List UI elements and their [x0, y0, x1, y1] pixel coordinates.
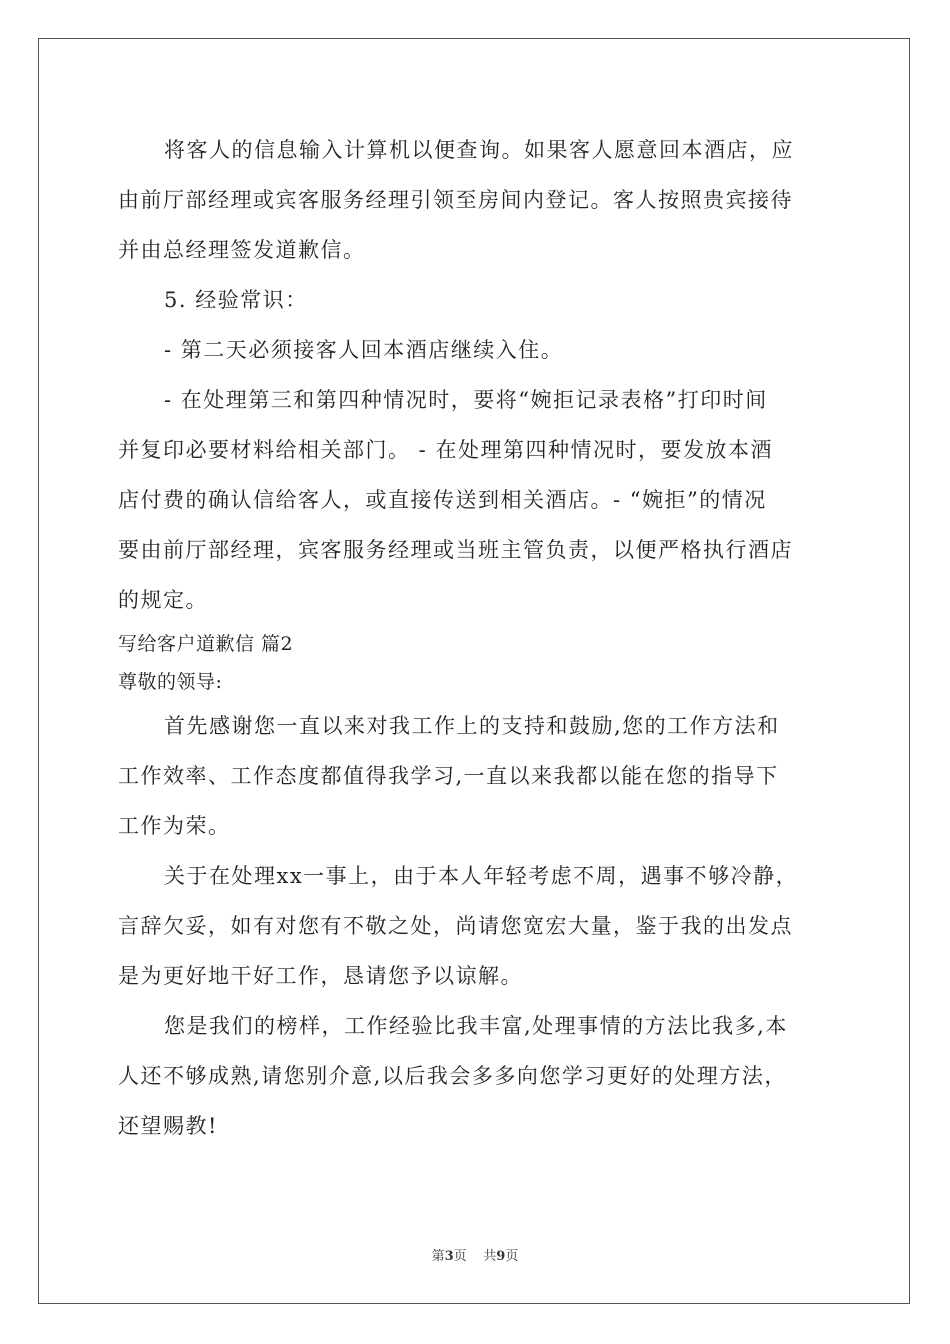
- paragraph-line: 的规定。: [118, 588, 208, 612]
- paragraph-line: 言辞欠妥，如有对您有不敬之处，尚请您宽宏大量，鉴于我的出发点: [118, 914, 793, 938]
- document-content: [118, 125, 838, 1151]
- total-prefix: 共: [483, 1249, 497, 1264]
- paragraph-line: 首先感谢您一直以来对我工作上的支持和鼓励,您的工作方法和: [164, 714, 780, 738]
- total-page-number: 9: [496, 1249, 506, 1264]
- list-item: - 在处理第三和第四种情况时，要将“婉拒记录表格”打印时间: [164, 388, 768, 412]
- paragraph-line: 工作效率、工作态度都值得我学习,一直以来我都以能在您的指导下: [118, 764, 779, 788]
- paragraph-line: 将客人的信息输入计算机以便查询。如果客人愿意回本酒店，应: [164, 138, 794, 162]
- paragraph-line: 并由总经理签发道歉信。: [118, 238, 366, 262]
- paragraph-line: 还望赐教!: [118, 1114, 218, 1138]
- list-heading: 5. 经验常识：: [164, 288, 308, 312]
- current-page-number: 3: [444, 1249, 454, 1264]
- paragraph-line: 并复印必要材料给相关部门。 - 在处理第四种情况时，要发放本酒: [118, 438, 773, 462]
- paragraph-line: 人还不够成熟,请您别介意,以后我会多多向您学习更好的处理方法，: [118, 1064, 787, 1088]
- paragraph-line: 要由前厅部经理，宾客服务经理或当班主管负责，以便严格执行酒店: [118, 538, 793, 562]
- paragraph-line: 店付费的确认信给客人，或直接传送到相关酒店。- “婉拒”的情况: [118, 488, 767, 512]
- page-suffix: 页: [453, 1249, 467, 1264]
- total-suffix: 页: [505, 1249, 519, 1264]
- list-item: - 第二天必须接客人回本酒店继续入住。: [164, 338, 564, 362]
- paragraph-line: 您是我们的榜样，工作经验比我丰富,处理事情的方法比我多,本: [164, 1014, 788, 1038]
- salutation: 尊敬的领导:: [118, 671, 223, 693]
- paragraph-line: 工作为荣。: [118, 814, 231, 838]
- page-prefix: 第: [431, 1249, 445, 1264]
- paragraph-line: 由前厅部经理或宾客服务经理引领至房间内登记。客人按照贵宾接待: [118, 188, 793, 212]
- page-footer: [0, 1245, 950, 1264]
- paragraph-line: 关于在处理xx一事上，由于本人年轻考虑不周，遇事不够冷静，: [164, 864, 799, 888]
- paragraph-line: 是为更好地干好工作，恳请您予以谅解。: [118, 964, 523, 988]
- section-heading: 写给客户道歉信 篇2: [118, 633, 294, 655]
